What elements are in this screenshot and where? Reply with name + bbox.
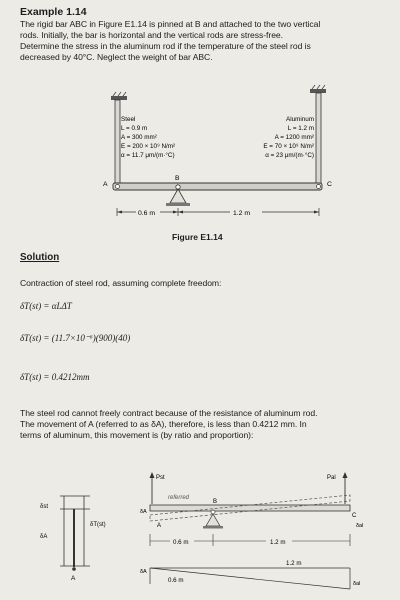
discussion-line-1: The steel rod cannot freely contract because of the resistance of aluminum rod. [20,408,318,418]
fig2-label-b: B [213,499,218,505]
discussion-line-3: terms of aluminum, this movement is (by ratio and proportion): [20,430,254,440]
aluminum-rod [316,93,321,185]
fig2-original-bar [150,505,350,511]
example-title: Example 1.14 [20,6,87,18]
aluminum-prop-3: E = 70 × 10⁹ N/m² [263,143,314,150]
pin-c [317,185,321,189]
fig2-handwritten-note: referred [168,495,190,501]
steel-prop-0: Steel [121,116,136,123]
problem-line-1: The rigid bar ABC in Figure E1.14 is pinned at B and attached to the two vertical [20,19,321,29]
dim-right: 1.2 m [233,210,250,217]
fig2-d-st: δst [40,504,49,510]
left-ceiling-support [111,92,127,100]
fig2-d-a: δA [140,509,147,515]
figure-caption: Figure E1.14 [172,232,223,242]
label-c: C [327,181,332,188]
discussion-line-2: The movement of A (referred to as δA), therefore, is less than 0.4212 mm. In [20,419,307,429]
steel-rod [115,100,120,185]
fig2-label-c: C [352,513,357,519]
label-b: B [175,175,180,182]
steel-prop-4: α = 11.7 μm/(m·°C) [121,152,175,159]
fig2-label-a: A [157,523,162,529]
rigid-bar-abc [113,183,322,190]
aluminum-prop-1: L = 1.2 m [287,125,314,132]
problem-line-4: decreased by 40°C. Neglect the weight of bar ABC. [20,52,213,62]
aluminum-prop-0: Aluminum [286,116,314,123]
label-a: A [103,181,108,188]
fig2-tri-d-a: δA [140,569,147,575]
problem-line-3: Determine the stress in the aluminum rod if the temperature of the steel rod is [20,41,311,51]
dim-left: 0.6 m [138,210,155,217]
fig2-tri-base-right: 1.2 m [286,560,302,567]
fig2-d-a-left: δA [40,534,48,540]
fig2-dim-left: 0.6 m [173,539,189,546]
solution-heading: Solution [20,252,60,263]
deformation-figure [0,440,400,600]
fig2-pin-support [203,510,223,529]
steel-prop-1: L = 0.9 m [121,125,148,132]
problem-line-2: rods. Initially, the bar is horizontal and the vertical rods are stress-free. [20,30,283,40]
steel-prop-2: A = 300 mm² [121,134,157,141]
fig2-dim-right: 1.2 m [270,539,286,546]
aluminum-prop-4: α = 23 μm/(m·°C) [265,152,314,159]
fig2-d-al: δal [356,523,364,529]
fig2-tri-d-al: δal [353,581,361,587]
solution-intro: Contraction of steel rod, assuming complete freedom: [20,278,222,288]
fig2-p-st: Pst [156,475,165,481]
fig2-d-tst: δT(st) [90,522,106,528]
equation-1: δT(st) = αLΔT [20,301,72,311]
equation-2: δT(st) = (11.7×10⁻⁶)(900)(40) [20,333,131,343]
steel-prop-3: E = 200 × 10⁹ N/m² [121,143,176,150]
fig2-p-al: Pal [327,475,336,481]
aluminum-prop-2: A = 1200 mm² [274,134,314,141]
fig2-rod-label-a: A [71,575,76,582]
fig2-tri-base-left: 0.6 m [168,577,184,584]
right-ceiling-support [310,85,326,93]
equation-3: δT(st) = 0.4212mm [20,372,90,382]
figure-e1-14 [0,0,400,250]
pin-a [116,185,120,189]
